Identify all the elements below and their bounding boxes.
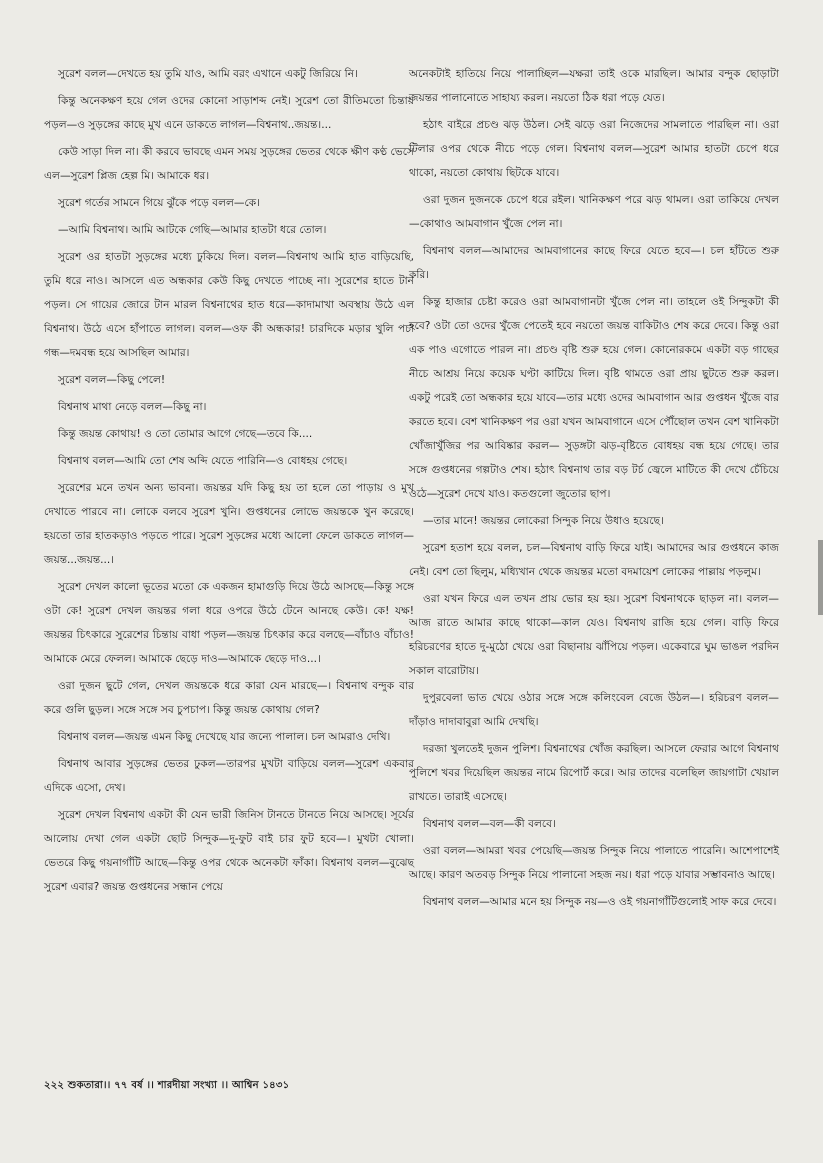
paragraph: বিশ্বনাথ বলল—আমি তো শেষ অব্দি যেতে পারিনি—ও বোধহয় গেছে। [58,455,348,467]
paragraph: হঠাৎ বাইরে প্রচণ্ড ঝড় উঠল। সেই ঝড়ে ওরা নিজেদের সামলাতে পারছিল না। ওরা টিলার ওপর থেকে নীচে পড়ে গেল। বিশ্বনাথ বলল—সুরেশ আমার হাতটা চেপে ধরে থাকো, নয়তো কোথায় ছিটকে যাবে। [409,119,779,179]
paragraph: ওরা বলল—আমরা খবর পেয়েছি—জয়ন্ত সিন্দুক নিয়ে পালাতে পারেনি। আশেপাশেই আছে। কারণ অতবড় সিন্দুক নিয়ে পালানো সহজ নয়। ধরা পড়ে যাবার সম্ভাবনাও আছে। [409,845,779,881]
paragraph: বিশ্বনাথ মাথা নেড়ে বলল—কিছু না। [58,401,207,413]
paragraph: বিশ্বনাথ বলল—জয়ন্ত এমন কিছু দেখেছে যার জন্যে পালাল। চল আমরাও দেখি। [58,731,391,743]
paragraph: —আমি বিশ্বনাথ। আমি আটকে গেছি—আমার হাতটা ধরে তোল। [58,224,327,236]
right-column [409,62,779,917]
paragraph: দরজা খুলতেই দুজন পুলিশ। বিশ্বনাথের খোঁজ করছিল। আসলে ফেরার আগে বিশ্বনাথ পুলিশে খবর দিয়েছিল জয়ন্তর নামে রিপোর্ট করে। আর তাদের বলেছিল জায়গাটা খেয়াল রাখতে। তারাই এসেছে। [409,743,779,803]
paragraph: ওরা দুজন দুজনকে চেপে ধরে রইল। খানিকক্ষণ পরে ঝড় থামল। ওরা তাকিয়ে দেখল—কোথাও আমবাগান খুঁজে পেল না। [409,194,779,230]
left-column [44,62,414,902]
paragraph: বিশ্বনাথ বলল—বল—কী বলবে। [423,818,556,830]
paragraph: —তার মানে! জয়ন্তর লোকেরা সিন্দুক নিয়ে উধাও হয়েছে। [423,515,664,527]
paragraph: সুরেশ দেখল বিশ্বনাথ একটা কী যেন ভারী জিনিস টানতে টানতে নিয়ে আসছে। সূর্যের আলোয় দেখা গেল একটা ছোট সিন্দুক—দু-ফুট বাই চার ফুট হবে—। মুখটা খোলা। ভেতরে কিছু গয়নাগাঁটি আছে—কিন্তু ওপর থেকে অনেকটা ফাঁকা। বিশ্বনাথ বলল—বুঝেছ সুরেশ এবার? জয়ন্ত গুপ্তধনের সন্ধান পেয়ে [44,809,414,893]
paragraph: কেউ সাড়া দিল না। কী করবে ভাবছে এমন সময় সুড়ঙ্গের ভেতর থেকে ক্ষীণ কণ্ঠ ভেসে এল—সুরেশ প্লিজ হেল্প মি। আমাকে ধর। [44,146,414,182]
paragraph: সুরেশ গর্তের সামনে গিয়ে ঝুঁকে পড়ে বলল—কে। [58,197,261,209]
page-edge-shadow [818,540,823,615]
paragraph: কিন্তু হাজার চেষ্টা করেও ওরা আমবাগানটা খুঁজে পেল না। তাহলে ওই সিন্দুকটা কী হবে? ওটা তো ওদের খুঁজে পেতেই হবে নয়তো জয়ন্ত বাকিটাও শেষ করে দেবে। কিন্তু ওরা এক পাও এগোতে পারল না। প্রচণ্ড বৃষ্টি শুরু হয়ে গেল। কোনোরকমে একটা বড় গাছের নীচে আশ্রয় নিয়ে কয়েক ঘণ্টা কাটিয়ে দিল। বৃষ্টি থামতে ওরা প্রায় ছুটতে শুরু করল। একটু পরেই তো অন্ধকার হয়ে যাবে—তার মধ্যে ওদের আমবাগান আর গুপ্তধন খুঁজে বার করতে হবে। বেশ খানিকক্ষণ পর ওরা যখন আমবাগানে এসে পৌঁছোল তখন বেশ খানিকটা খোঁজাখুঁজির পর আবিষ্কার করল— সুড়ঙ্গটা ঝড়-বৃষ্টিতে বোধহয় বন্ধ হয়ে গেছে। তার সঙ্গে গুপ্তধনের গল্পটাও শেষ। হঠাৎ বিশ্বনাথ তার বড় টর্চ জ্বেলে মাটিতে কী দেখে চেঁচিয়ে ওঠে—সুরেশ দেখে যাও। কতগুলো জুতোর ছাপ। [409,296,779,500]
paragraph: অনেকটাই হাতিয়ে নিয়ে পালাচ্ছিল—যক্ষরা তাই ওকে মারছিল। আমার বন্দুক ছোড়াটা জয়ন্তর পালানোতে সাহায্য করল। নয়তো ঠিক ধরা পড়ে যেত। [409,68,779,104]
paragraph: সুরেশ ওর হাতটা সুড়ঙ্গের মধ্যে ঢুকিয়ে দিল। বলল—বিশ্বনাথ আমি হাত বাড়িয়েছি, তুমি ধরে নাও। আসলে এত অন্ধকার কেউ কিছু দেখতে পাচ্ছে না। সুরেশের হাতে টান পড়ল। সে গায়ের জোরে টান মারল বিশ্বনাথের হাত ধরে—কাদামাখা অবস্থায় উঠে এল বিশ্বনাথ। উঠে এসে হাঁপাতে লাগল। বলল—ওফ কী অন্ধকার! চারদিকে মড়ার খুলি পচা গন্ধ—দমবন্ধ হয়ে আসছিল আমার। [44,251,414,359]
paragraph: ওরা যখন ফিরে এল তখন প্রায় ভোর হয় হয়। সুরেশ বিশ্বনাথকে ছাড়ল না। বলল—আজ রাতে আমার কাছে থাকো—কাল যেও। বিশ্বনাথ রাজি হয়ে গেল। বাড়ি ফিরে হরিচরণের হাতে দু-মুঠো খেয়ে ওরা বিছানায় ঝাঁপিয়ে পড়ল। একেবারে ঘুম ভাঙল পরদিন সকাল বারোটায়। [409,593,779,677]
paragraph: বিশ্বনাথ বলল—আমার মনে হয় সিন্দুক নয়—ও ওই গয়নাগাঁটিগুলোই সাফ করে দেবে। [423,896,777,908]
page-footer: ২২২ শুকতারা।। ৭৭ বর্ষ ।। শারদীয়া সংখ্যা ।। আশ্বিন ১৪৩১ [44,1080,290,1091]
paragraph: সুরেশ বলল—কিছু পেলে! [58,374,166,386]
paragraph: সুরেশ বলল—দেখতে হয় তুমি যাও, আমি বরং এখানে একটু জিরিয়ে নি। [58,68,358,80]
paragraph: বিশ্বনাথ আবার সুড়ঙ্গের ভেতর ঢুকল—তারপর মুখটা বাড়িয়ে বলল—সুরেশ একবার এদিকে এসো, দেখ। [44,758,414,794]
paragraph: সুরেশের মনে তখন অন্য ভাবনা। জয়ন্তর যদি কিছু হয় তা হলে তো পাড়ায় ও মুখ দেখাতে পারবে না। লোকে বলবে সুরেশ খুনি। গুপ্তধনের লোভে জয়ন্তকে খুন করেছে। হয়তো তার হাতকড়াও পড়তে পারে। সুরেশ সুড়ঙ্গের মধ্যে আলো ফেলে ডাকতে লাগল—জয়ন্ত...জয়ন্ত...। [44,482,414,566]
paragraph: ওরা দুজন ছুটে গেল, দেখল জয়ন্তকে ধরে কারা যেন মারছে—। বিশ্বনাথ বন্দুক বার করে গুলি ছুড়ল। সঙ্গে সঙ্গে সব চুপচাপ। কিন্তু জয়ন্ত কোথায় গেল? [44,680,414,716]
paragraph: দুপুরবেলা ভাত খেয়ে ওঠার সঙ্গে সঙ্গে কলিংবেল বেজে উঠল—। হরিচরণ বলল—দাঁড়াও দাদাবাবুরা আমি দেখছি। [409,692,779,728]
paragraph: সুরেশ দেখল কালো ভূতের মতো কে একজন হামাগুড়ি দিয়ে উঠে আসছে—কিন্তু সঙ্গে ওটা কে! সুরেশ দেখল জয়ন্তর গলা ধরে ওপরে উঠে টেনে আনছে কেউ। কে! যক্ষ! জয়ন্তর চিৎকারে সুরেশের চিন্তায় বাধা পড়ল—জয়ন্ত চিৎকার করে বলছে—বাঁচাও বাঁচাও! আমাকে মেরে ফেলল। আমাকে ছেড়ে দাও—আমাকে ছেড়ে দাও...। [44,581,414,665]
paragraph: কিন্তু অনেকক্ষণ হয়ে গেল ওদের কোনো সাড়াশব্দ নেই। সুরেশ তো রীতিমতো চিন্তায় পড়ল—ও সুড়ঙ্গের কাছে মুখ এনে ডাকতে লাগল—বিশ্বনাথ..জয়ন্ত।... [44,95,414,131]
paragraph: কিন্তু জয়ন্ত কোথায়! ও তো তোমার আগে গেছে—তবে কি.... [58,428,313,440]
paragraph: বিশ্বনাথ বলল—আমাদের আমবাগানের কাছে ফিরে যেতে হবে—। চল হাঁটতে শুরু করি। [409,245,779,281]
paragraph: সুরেশ হতাশ হয়ে বলল, চল—বিশ্বনাথ বাড়ি ফিরে যাই। আমাদের আর গুপ্তধনে কাজ নেই। বেশ তো ছিলুম, মধ্যিখান থেকে জয়ন্তর মতো বদমায়েশ লোকের পাল্লায় পড়লুম। [409,542,779,578]
